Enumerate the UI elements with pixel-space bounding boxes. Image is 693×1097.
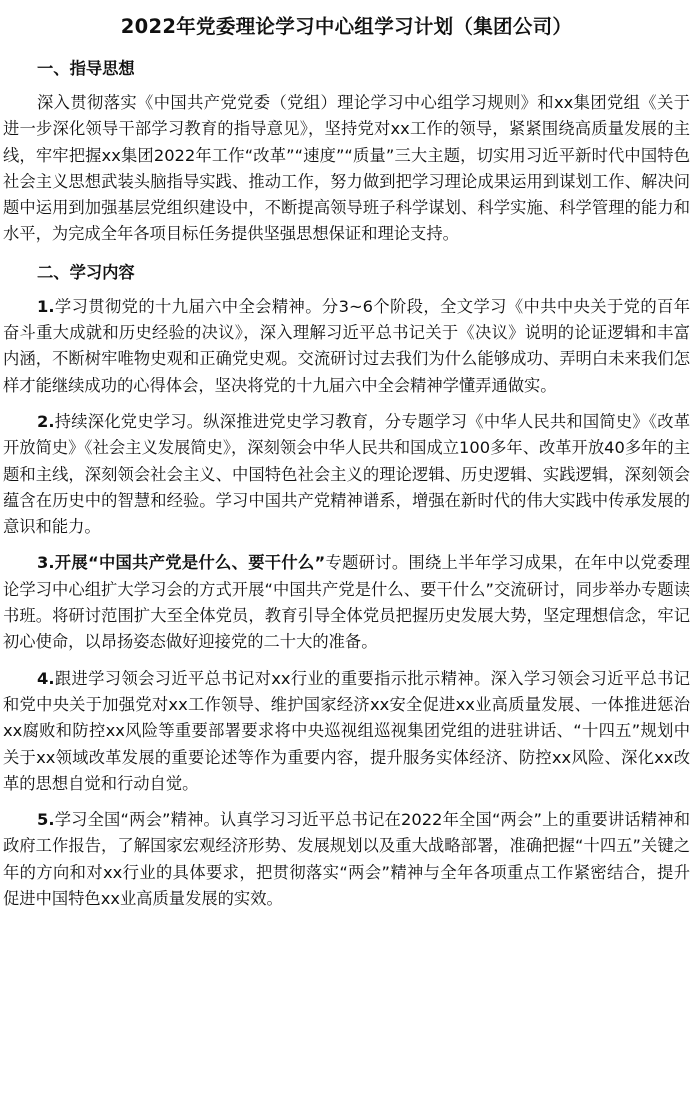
paragraph-lead: 2. [37,411,55,431]
paragraph-text: 学习贯彻党的十九届六中全会精神。分3~6个阶段，全文学习《中共中央关于党的百年奋斗重大成就和历史经验的决议》，深入理解习近平总书记关于《决议》说明的论证逻辑和丰富内涵，不断树牢唯物史观和正确党史观。交流研讨过去我们为什么能够成功、弄明白未来我们怎样才能继续成功的心得体会，坚决将党的十九届六中全会精神学懂弄通做实。 [3,296,690,395]
section-heading: 一、指导思想 [37,59,135,78]
paragraph-lead: 5. [37,810,55,830]
paragraph-lead: 3.开展“中国共产党是什么、要干什么” [37,553,326,573]
paragraph-text: 持续深化党史学习。纵深推进党史学习教育，分专题学习《中华人民共和国简史》《改革开放简史》《社会主义发展简史》，深刻领会中华人民共和国成立100多年、改革开放40多年的主题和主线，深刻领会社会主义、中国特色社会主义的理论逻辑、历史逻辑、实践逻辑，深刻领会蕴含在历史中的智慧和经验。学习中国共产党精神谱系，增强在新时代的伟大实践中传承发展的意识和能力。 [3,411,690,537]
paragraph [3,550,690,665]
document-title: 2022年党委理论学习中心组学习计划（集团公司） [120,15,573,38]
paragraph-text: 专题研讨。围绕上半年学习成果，在年中以党委理论学习中心组扩大学习会的方式开展“中国共产党是什么、要干什么”交流研讨，同步举办专题读书班。将研讨范围扩大至全体党员，教育引导全体党员把握历史发展大势，坚定理想信念，牢记初心使命，以昂扬姿态做好迎接党的二十大的准备。 [3,553,690,652]
paragraph [3,807,690,922]
paragraph [3,90,690,258]
section-study-content [3,258,690,923]
paragraph [3,294,690,409]
paragraph-text: 深入贯彻落实《中国共产党党委（党组）理论学习中心组学习规则》和xx集团党组《关于进一步深化领导干部学习教育的指导意见》，坚持党对xx工作的领导，紧紧围绕高质量发展的主线，牢牢把握xx集团2022年工作“改革”“速度”“质量”三大主题，切实用习近平新时代中国特色社会主义思想武装头脑指导实践、推动工作，努力做到把学习理论成果运用到谋划工作、解决问题中运用到加强基层党组织建设中，不断提高领导班子科学谋划、科学实施、科学管理的能力和水平，为完成全年各项目标任务提供坚强思想保证和理论支持。 [3,93,690,244]
section-heading: 二、学习内容 [37,262,135,282]
paragraph [3,666,690,807]
paragraph-text: 跟进学习领会习近平总书记对xx行业的重要指示批示精神。深入学习领会习近平总书记和党中央关于加强党对xx工作领导、维护国家经济xx安全促进xx业高质量发展、一体推进惩治xx腐败和防控xx风险等重要部署要求将中央巡视组巡视集团党组的进驻讲话、“十四五”规划中关于xx领域改革发展的重要论述等作为重要内容，提升服务实体经济、防控xx风险、深化xx改革的思想自觉和行动自觉。 [3,668,690,793]
paragraph [3,409,690,550]
section-guiding-ideology [3,54,690,258]
paragraph-lead: 4. [37,668,55,688]
paragraph-text: 学习全国“两会”精神。认真学习习近平总书记在2022年全国“两会”上的重要讲话精神和政府工作报告，了解国家宏观经济形势、发展规划以及重大战略部署，准确把握“十四五”关键之年的方向和对xx行业的具体要求，把贯彻落实“两会”精神与全年各项重点工作紧密结合，提升促进中国特色xx业高质量发展的实效。 [3,810,690,909]
paragraph-lead: 1. [37,296,55,316]
